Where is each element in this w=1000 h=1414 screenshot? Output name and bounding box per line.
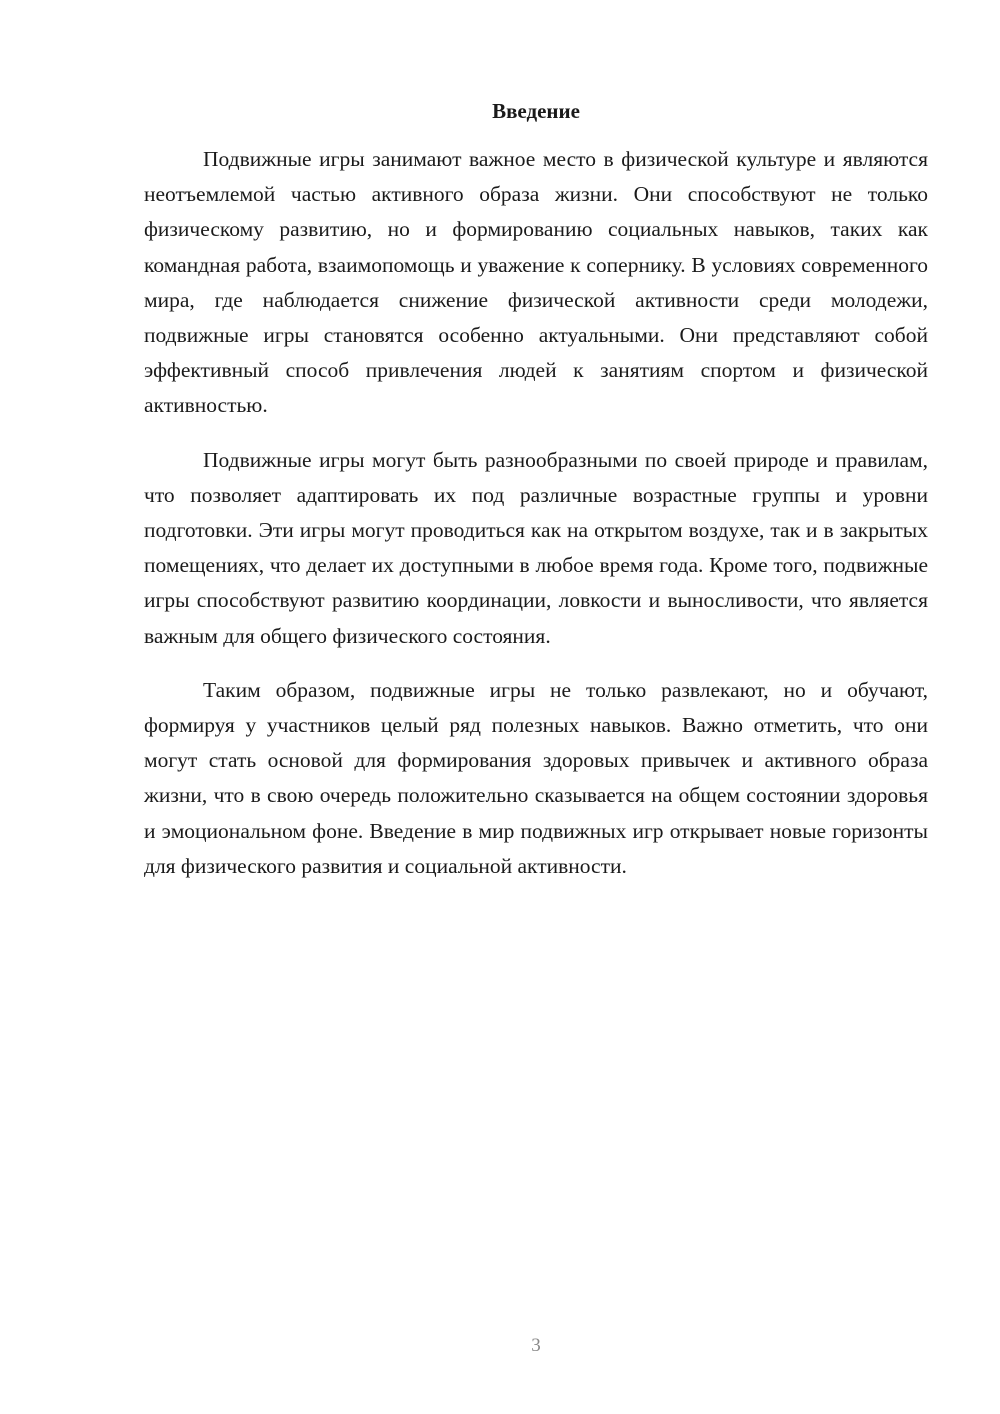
paragraph-1: Подвижные игры занимают важное место в физической культуре и являются неотъемлемой частью активного образа жизни. Они способствуют не только физическому развитию, но и формированию социальных навыков, таких как командная работа, взаимопомощь и уважение к сопернику. В условиях современного мира, где наблюдается снижение физической активности среди молодежи, подвижные игры становятся особенно актуальными. Они представляют собой эффективный способ привлечения людей к занятиям спортом и физической активностью.: [144, 147, 928, 418]
body-text: [144, 142, 928, 903]
paragraph-2: Подвижные игры могут быть разнообразными по своей природе и правилам, что позволяет адаптировать их под различные возрастные группы и уровни подготовки. Эти игры могут проводиться как на открытом воздухе, так и в закрытых помещениях, что делает их доступными в любое время года. Кроме того, подвижные игры способствуют развитию координации, ловкости и выносливости, что является важным для общего физического состояния.: [144, 447, 928, 648]
paragraph-3: Таким образом, подвижные игры не только развлекают, но и обучают, формируя у участников целый ряд полезных навыков. Важно отметить, что они могут стать основой для формирования здоровых привычек и активного образа жизни, что в свою очередь положительно сказывается на общем состоянии здоровья и эмоциональном фоне. Введение в мир подвижных игр открывает новые горизонты для физического развития и социальной активности.: [144, 677, 928, 878]
page-title: Введение: [492, 99, 580, 123]
page-number: 3: [531, 1335, 541, 1356]
